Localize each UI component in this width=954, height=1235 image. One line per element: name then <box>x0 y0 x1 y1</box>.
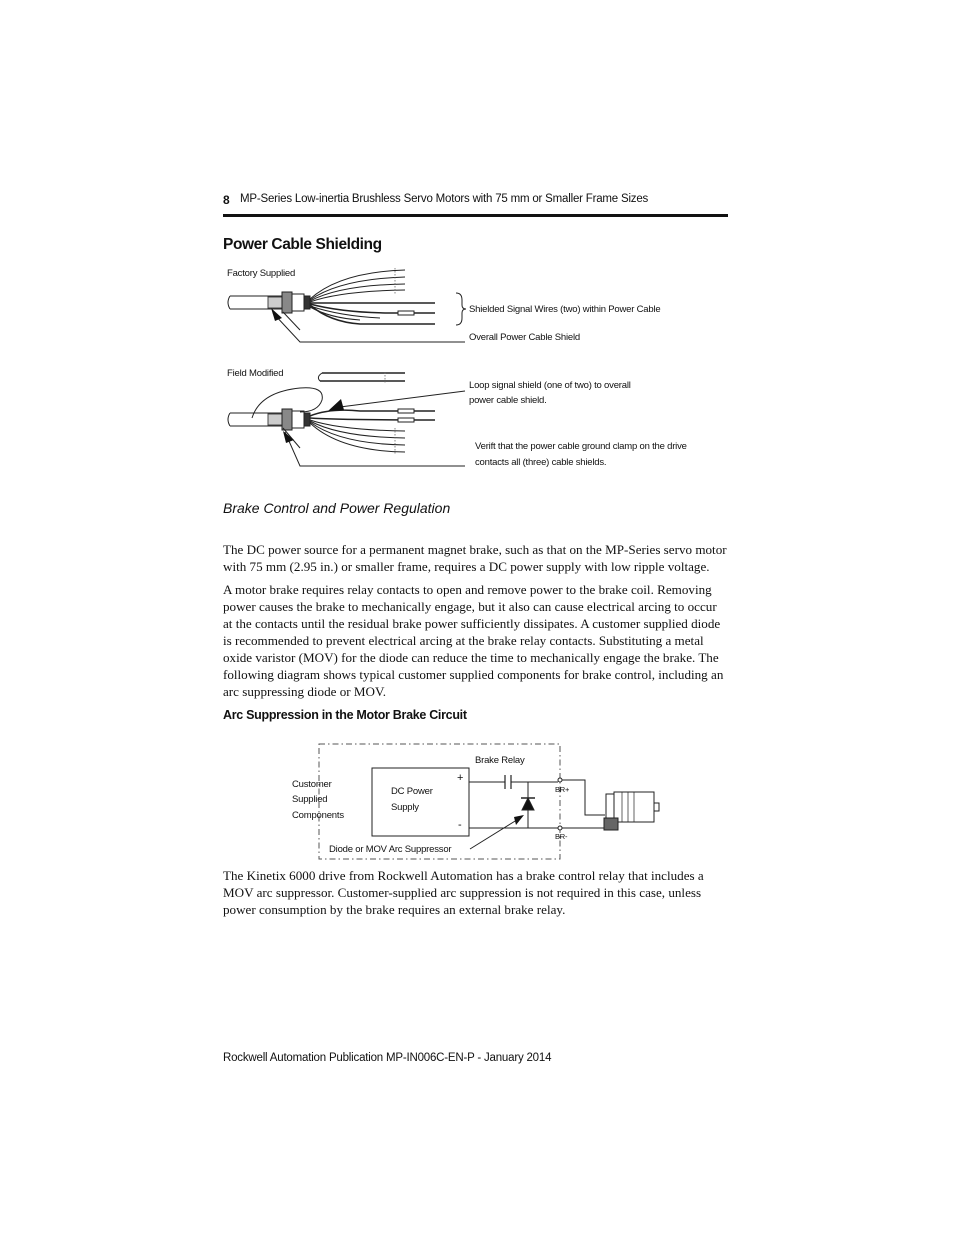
customer-label-line1: Customer <box>292 779 332 790</box>
verify-clamp-label-line2: contacts all (three) cable shields. <box>475 457 607 468</box>
shielded-wires-label: Shielded Signal Wires (two) within Power Cable <box>469 304 661 315</box>
diode-mov-label: Diode or MOV Arc Suppressor <box>329 844 452 855</box>
arc-suppression-heading: Arc Suppression in the Motor Brake Circuit <box>223 708 467 722</box>
kinetix-paragraph: The Kinetix 6000 drive from Rockwell Automation has a brake control relay that includes a MOV arc suppressor. Customer-supplied arc suppression is not required in this case, unless power consumption by the brake requires an external brake relay. <box>223 868 704 917</box>
page-number: 8 <box>223 193 230 207</box>
brake-paragraph-1: The DC power source for a permanent magnet brake, such as that on the MP-Series servo motor with 75 mm (2.95 in.) or smaller frame, requires a DC power supply with low ripple voltage. <box>223 542 727 574</box>
field-modified-label: Field Modified <box>227 368 284 379</box>
dc-power-label-line2: Supply <box>391 802 419 813</box>
loop-shield-label-line1: Loop signal shield (one of two) to overall <box>469 380 631 391</box>
page-footer: Rockwell Automation Publication MP-IN006C-EN-P - January 2014 <box>223 1052 552 1064</box>
customer-label-line2: Supplied <box>292 794 328 805</box>
customer-label-line3: Components <box>292 810 344 821</box>
section-heading: Power Cable Shielding <box>223 236 382 253</box>
loop-shield-label-line2: power cable shield. <box>469 395 547 406</box>
brake-relay-label: Brake Relay <box>475 755 525 766</box>
factory-supplied-label: Factory Supplied <box>227 268 296 279</box>
verify-clamp-label-line1: Verift that the power cable ground clamp on the drive <box>475 441 687 452</box>
overall-shield-label: Overall Power Cable Shield <box>469 332 580 343</box>
running-header: MP-Series Low-inertia Brushless Servo Motors with 75 mm or Smaller Frame Sizes <box>240 193 649 205</box>
dc-power-supply-box <box>372 768 469 836</box>
br-minus-label: BR- <box>555 832 568 841</box>
brake-control-heading: Brake Control and Power Regulation <box>223 500 451 516</box>
br-plus-label: BR+ <box>555 785 570 794</box>
diode-symbol <box>522 798 534 810</box>
minus-terminal: - <box>458 819 462 831</box>
servo-motor-drawing <box>604 792 659 830</box>
dc-power-label-line1: DC Power <box>391 786 433 797</box>
plus-terminal: + <box>457 772 464 784</box>
brake-paragraph-2: A motor brake requires relay contacts to open and remove power to the brake coil. Removing power causes the brake to mechanically engage, but it also can cause electrical arcing to occur at the contacts until the residual brake power sufficiently dissipates. A customer supplied diode is recommended to prevent electrical arcing at the brake relay contacts. Substituting a metal oxide varistor (MOV) for the diode can reduce the time to mechanically engage the brake. The following diagram shows typical customer supplied components for brake control, including an arc suppressing diode or MOV. <box>223 582 724 699</box>
